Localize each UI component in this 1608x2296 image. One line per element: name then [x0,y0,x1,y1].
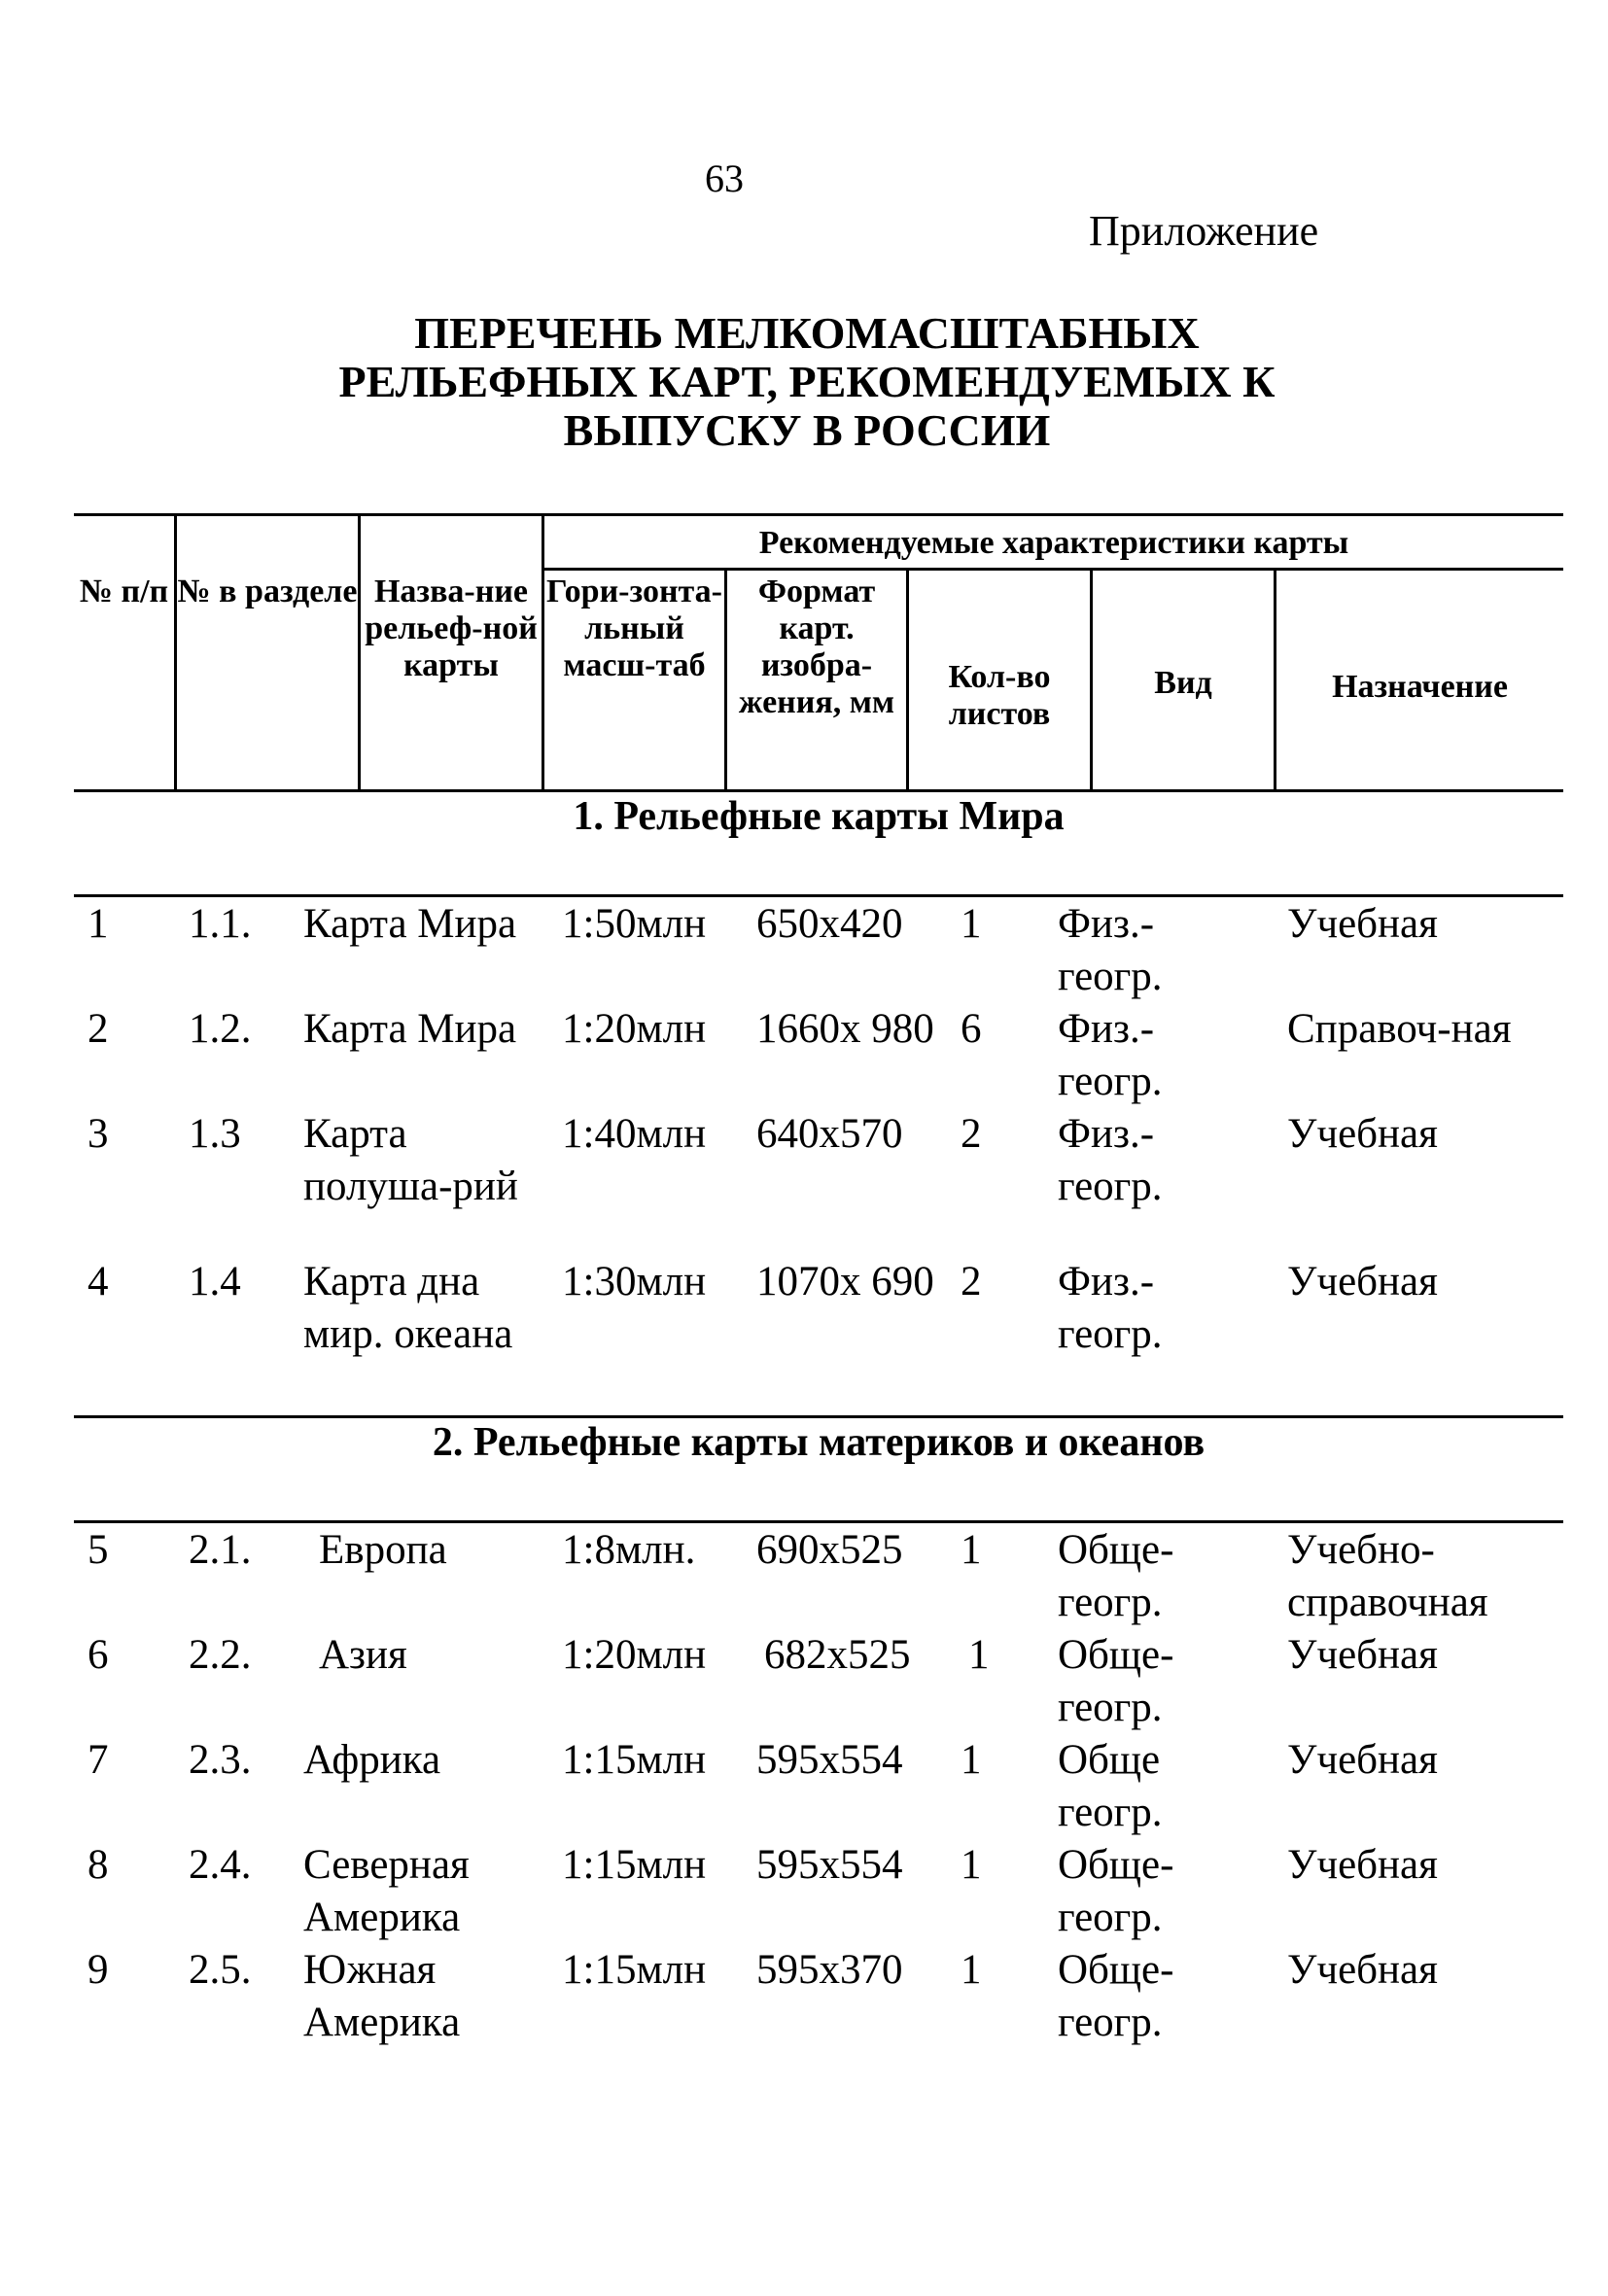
cell-no: 8 [87,1842,109,1888]
cell-section-no: 2.3. [189,1737,252,1783]
table-rule [74,894,1563,897]
cell-format: 595x554 [756,1737,903,1783]
header-format: Формат карт. изобра-жения, мм [738,574,895,720]
cell-scale: 1:30млн [562,1259,707,1305]
cell-purpose: Учебная [1287,901,1438,947]
cell-purpose: Учебная [1287,1842,1438,1888]
table-rule [74,1415,1563,1418]
document-title [175,309,1439,455]
cell-format: 682x525 [764,1632,911,1678]
cell-name: Карта полуша-рий [303,1111,518,1209]
cell-format: 595x370 [756,1947,903,1993]
table-row [74,1839,1563,1940]
cell-scale: 1:40млн [562,1111,707,1157]
cell-name: Карта Мира [303,901,517,947]
cell-purpose: Учебная [1287,1111,1438,1157]
table-rule [174,513,177,791]
cell-scale: 1:8млн. [562,1527,696,1573]
cell-section-no: 2.5. [189,1947,252,1993]
cell-format: 690x525 [756,1527,903,1573]
cell-type: Обще-геогр. [1058,1947,1174,2045]
cell-format: 640x570 [756,1111,903,1157]
table-rule [74,513,1563,516]
cell-section-no: 1.4 [189,1259,241,1305]
section-title: 2. Рельефные карты материков и океанов [432,1420,1206,1465]
cell-purpose: Учебная [1287,1632,1438,1678]
header-name: Назва-ние рельеф-ной карты [365,574,538,683]
cell-type: Физ.-геогр. [1058,1259,1163,1357]
header-no: № п/п [79,574,169,609]
header-purpose: Назначение [1332,669,1508,705]
title-line: ПЕРЕЧЕНЬ МЕЛКОМАСШТАБНЫХ [414,308,1200,358]
cell-purpose: Учебно-справочная [1287,1527,1488,1625]
cell-name: Европа [319,1527,447,1573]
cell-section-no: 1.2. [189,1006,252,1052]
cell-no: 6 [87,1632,109,1678]
cell-section-no: 1.3 [189,1111,241,1157]
cell-sheets: 2 [961,1259,982,1305]
table-rule [74,789,1563,792]
cell-sheets: 1 [968,1632,990,1678]
header-scale: Гори-зонта-льный масш-таб [546,574,722,683]
cell-purpose: Учебная [1287,1947,1438,1993]
table-row [74,1108,1563,1209]
cell-format: 1070x 690 [756,1259,934,1305]
cell-type: Физ.-геогр. [1058,901,1163,999]
cell-sheets: 1 [961,1527,982,1573]
title-line: РЕЛЬЕФНЫХ КАРТ, РЕКОМЕНДУЕМЫХ К [338,357,1276,406]
header-sheets: Кол-во листов [948,659,1051,732]
cell-sheets: 1 [961,1947,982,1993]
table-row [74,1734,1563,1835]
cell-type: Обще-геогр. [1058,1632,1174,1730]
cell-purpose: Учебная [1287,1737,1438,1783]
cell-scale: 1:15млн [562,1842,707,1888]
cell-no: 9 [87,1947,109,1993]
cell-no: 3 [87,1111,109,1157]
cell-sheets: 1 [961,901,982,947]
page-number: 63 [705,157,744,200]
appendix-label: Приложение [1089,207,1319,255]
table-row [74,1629,1563,1730]
cell-type: Обще-геогр. [1058,1527,1174,1625]
cell-type: Физ.-геогр. [1058,1111,1163,1209]
cell-scale: 1:15млн [562,1737,707,1783]
cell-sheets: 1 [961,1737,982,1783]
cell-sheets: 6 [961,1006,982,1052]
cell-no: 2 [87,1006,109,1052]
header-type: Вид [1154,665,1212,701]
cell-no: 4 [87,1259,109,1305]
cell-section-no: 2.1. [189,1527,252,1573]
table-row [74,1524,1563,1625]
cell-type: Обще-геогр. [1058,1842,1174,1940]
table-rule [74,1520,1563,1523]
cell-format: 1660x 980 [756,1006,934,1052]
cell-no: 1 [87,901,109,947]
table-row [74,1003,1563,1104]
cell-section-no: 2.2. [189,1632,252,1678]
cell-scale: 1:20млн [562,1632,707,1678]
cell-section-no: 1.1. [189,901,252,947]
cell-scale: 1:50млн [562,901,707,947]
cell-sheets: 2 [961,1111,982,1157]
cell-type: Физ.-геогр. [1058,1006,1163,1104]
table-rule [542,568,1563,571]
table-row [74,1256,1563,1357]
cell-name: Северная Америка [303,1842,470,1940]
table-row [74,1944,1563,2045]
cell-no: 5 [87,1527,109,1573]
cell-name: Карта дна мир. океана [303,1259,513,1357]
cell-name: Африка [303,1737,441,1783]
cell-purpose: Справоч-ная [1287,1006,1512,1052]
cell-no: 7 [87,1737,109,1783]
cell-name: Южная Америка [303,1947,461,2045]
header-section-no: № в разделе [177,574,358,609]
cell-purpose: Учебная [1287,1259,1438,1305]
cell-type: Обще геогр. [1058,1737,1163,1835]
cell-name: Карта Мира [303,1006,517,1052]
cell-sheets: 1 [961,1842,982,1888]
cell-section-no: 2.4. [189,1842,252,1888]
cell-scale: 1:15млн [562,1947,707,1993]
table-row [74,898,1563,999]
section-title: 1. Рельефные карты Мира [573,794,1065,839]
cell-format: 595x554 [756,1842,903,1888]
header-group: Рекомендуемые характеристики карты [758,525,1349,561]
cell-format: 650x420 [756,901,903,947]
title-line: ВЫПУСКУ В РОССИИ [563,405,1051,455]
cell-name: Азия [319,1632,407,1678]
cell-scale: 1:20млн [562,1006,707,1052]
